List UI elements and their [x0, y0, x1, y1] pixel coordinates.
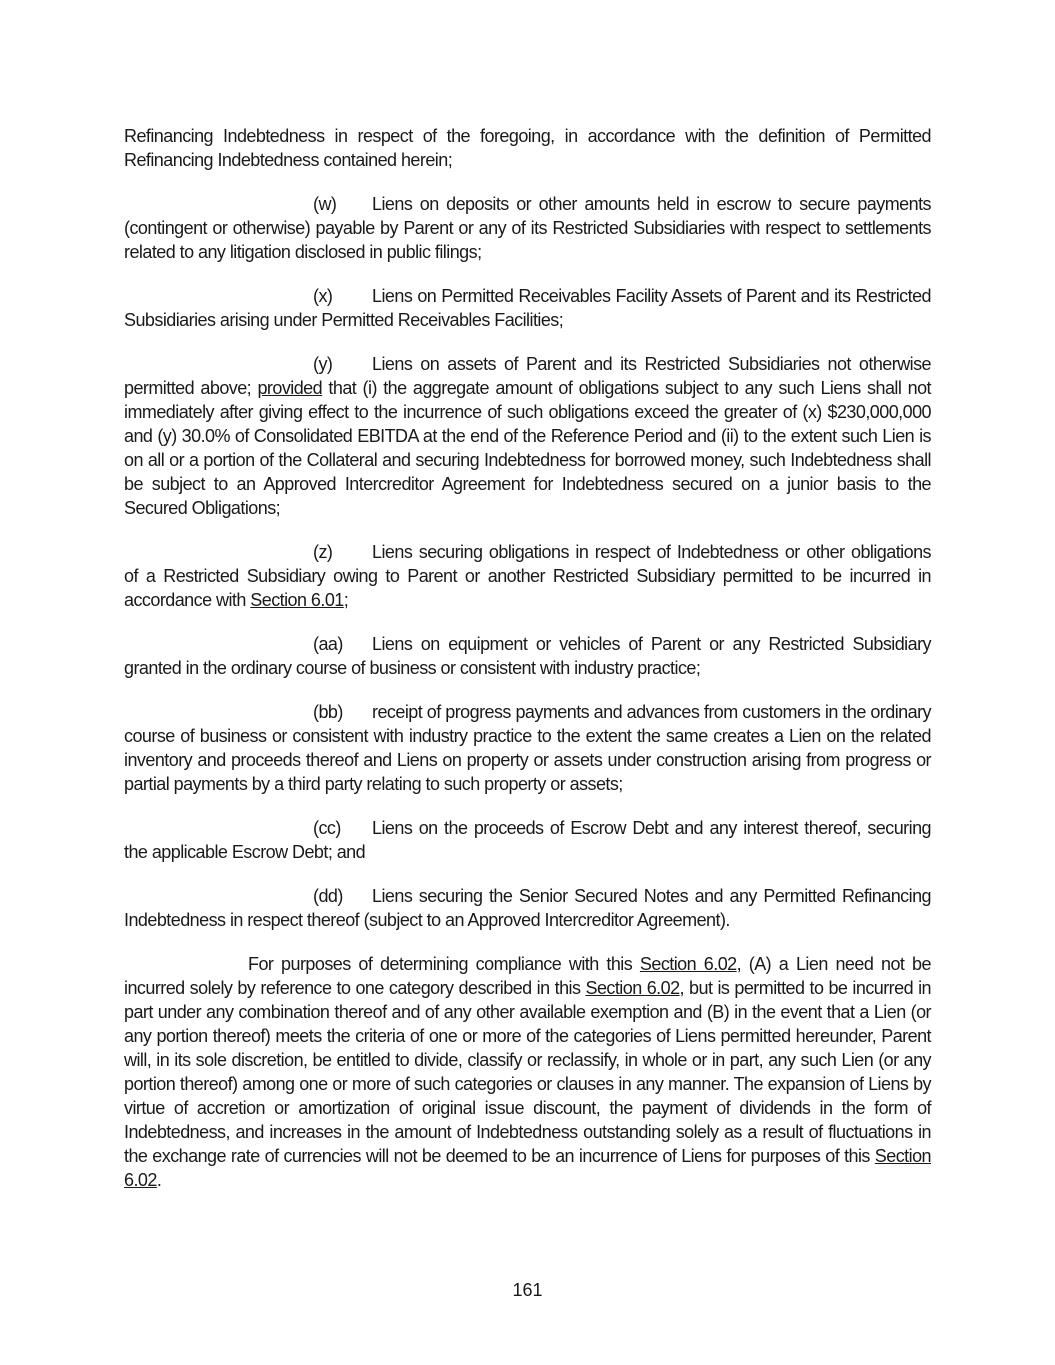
- paragraph-text: , but is permitted to be incurred in part under any combination thereof and of any other available exemption and (B) in the event that a Lien (or any portion thereof) meets the criteria of one or more of the categories of Liens permitted hereunder, Parent will, in its sole discretion, be entitled to divide, classify or reclassify, in whole or in part, any such Lien (or any portion thereof) among one or more of such categories or clauses in any manner. The expansion of Liens by virtue of accretion or amortization of original issue discount, the payment of dividends in the form of Indebtedness, and increases in the amount of Indebtedness outstanding solely as a result of fluctuations in the exchange rate of currencies will not be deemed to be an incurrence of Liens for purposes of this: [124, 978, 931, 1166]
- clause-paragraph: [124, 700, 931, 796]
- page-number: 161: [512, 1280, 543, 1300]
- clause-label: (x): [313, 286, 333, 306]
- paragraph-text: Refinancing Indebtedness in respect of the foregoing, in accordance with the definition of Permitted Refinancing Indebtedness contained herein;: [124, 126, 931, 170]
- paragraph-text: Liens securing the Senior Secured Notes and any Permitted Refinancing Indebtedness in respect thereof (subject to an Approved Intercreditor Agreement).: [124, 886, 931, 930]
- clause-paragraph: [124, 192, 931, 264]
- clause-paragraph: [124, 284, 931, 332]
- paragraph-text: receipt of progress payments and advances from customers in the ordinary course of business or consistent with industry practice to the extent the same creates a Lien on the related inventory and proceeds thereof and Liens on property or assets under construction arising from progress or partial payments by a third party relating to such property or assets;: [124, 702, 931, 794]
- clause-label: (aa): [313, 634, 343, 654]
- cross-reference: Section 6.02: [124, 1146, 931, 1190]
- body-paragraph: [124, 952, 931, 1192]
- paragraph-text: Liens on equipment or vehicles of Parent or any Restricted Subsidiary granted in the ordinary course of business or consistent with industry practice;: [124, 634, 931, 678]
- clause-label: (y): [313, 354, 333, 374]
- paragraph-text: Liens on Permitted Receivables Facility Assets of Parent and its Restricted Subsidiaries arising under Permitted Receivables Facilities;: [124, 286, 931, 330]
- paragraph-text: .: [156, 1170, 162, 1190]
- paragraph-text: Liens on deposits or other amounts held in escrow to secure payments (contingent or otherwise) payable by Parent or any of its Restricted Subsidiaries with respect to settlements related to any litigation disclosed in public filings;: [124, 194, 931, 262]
- clause-paragraph: [124, 352, 931, 520]
- clause-label: (cc): [313, 818, 341, 838]
- body-paragraph: [124, 124, 931, 172]
- clause-paragraph: [124, 884, 931, 932]
- clause-label: (z): [313, 542, 333, 562]
- paragraph-text: Liens on assets of Parent and its Restricted Subsidiaries not otherwise permitted above;: [124, 354, 931, 398]
- clause-paragraph: [124, 540, 931, 612]
- clause-paragraph: [124, 632, 931, 680]
- paragraph-text: For purposes of determining compliance with this: [248, 954, 640, 974]
- clause-label: (dd): [313, 886, 343, 906]
- cross-reference: Section 6.02: [585, 978, 680, 998]
- paragraph-text: ;: [343, 590, 349, 610]
- clause-label: (bb): [313, 702, 343, 722]
- paragraph-text: that (i) the aggregate amount of obligations subject to any such Liens shall not immediately after giving effect to the incurrence of such obligations exceed the greater of (x) $230,000,000 and (y) 30.0% of Consolidated EBITDA at the end of the Reference Period and (ii) to the extent such Lien is on all or a portion of the Collateral and securing Indebtedness for borrowed money, such Indebtedness shall be subject to an Approved Intercreditor Agreement for Indebtedness secured on a junior basis to the Secured Obligations;: [124, 378, 931, 518]
- document-page: [124, 124, 931, 1212]
- clause-label: (w): [313, 194, 337, 214]
- paragraph-text: Liens on the proceeds of Escrow Debt and any interest thereof, securing the applicable Escrow Debt; and: [124, 818, 931, 862]
- paragraph-text: Liens securing obligations in respect of Indebtedness or other obligations of a Restricted Subsidiary owing to Parent or another Restricted Subsidiary permitted to be incurred in accordance with: [124, 542, 931, 610]
- cross-reference: Section 6.01: [250, 590, 344, 610]
- cross-reference: provided: [257, 378, 323, 398]
- paragraph-text: , (A) a Lien need not be incurred solely by reference to one category described in this: [124, 954, 931, 998]
- clause-paragraph: [124, 816, 931, 864]
- cross-reference: Section 6.02: [639, 954, 737, 974]
